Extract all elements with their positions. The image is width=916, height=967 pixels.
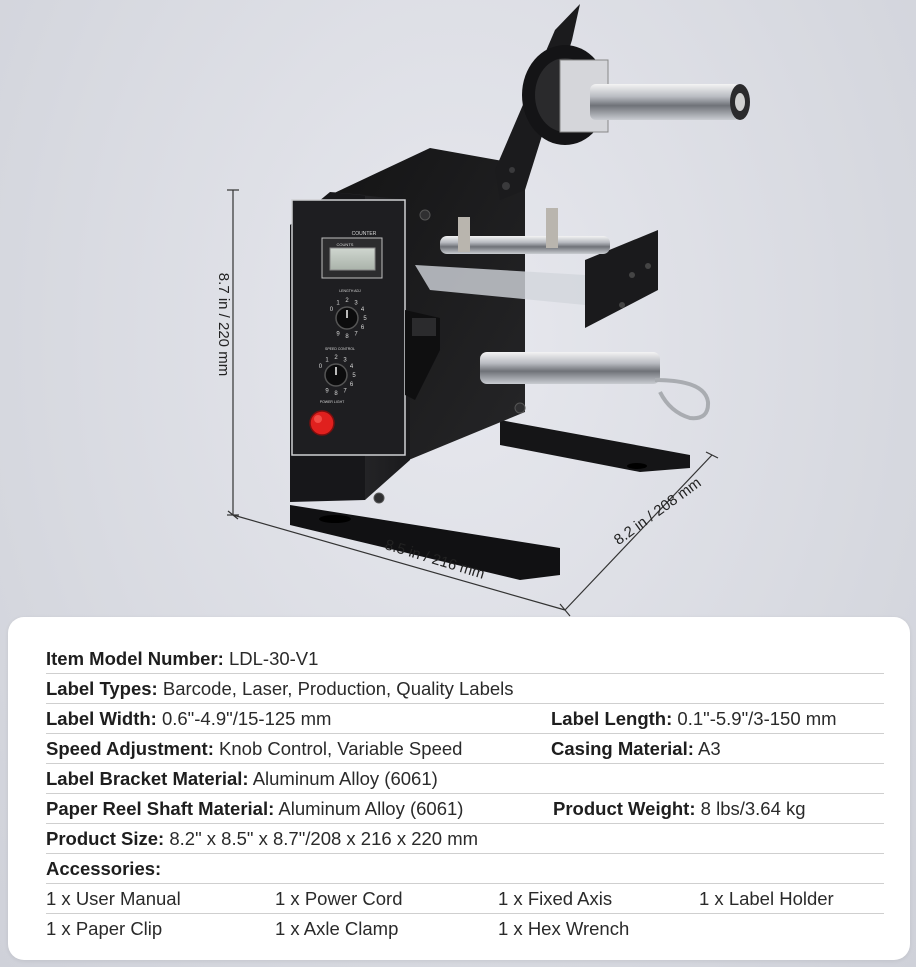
dial-number: 2 (345, 298, 349, 304)
spec-row-label-types (46, 674, 884, 704)
rewind-roller (480, 352, 660, 384)
spec-row-label-width-length (46, 704, 884, 734)
spec-key: Label Width: (46, 708, 157, 729)
spec-key: Speed Adjustment: (46, 738, 214, 759)
dial-number: 7 (343, 388, 347, 395)
dial-number: 8 (334, 391, 338, 397)
spec-row-product-size (46, 824, 884, 854)
height-dimension-label: 8.7 in / 220 mm (215, 272, 233, 377)
spec-key: Casing Material: (551, 738, 694, 759)
accessory-item: 1 x Hex Wrench (498, 918, 630, 939)
spec-value: Aluminum Alloy (6061) (252, 768, 438, 789)
spec-value: 8 lbs/3.64 kg (700, 798, 806, 819)
spec-key: Item Model Number: (46, 648, 224, 669)
dial-number: 3 (354, 300, 358, 307)
dial-number: 6 (349, 382, 354, 388)
accessories-heading: Accessories: (46, 858, 162, 879)
spec-value: Knob Control, Variable Speed (219, 738, 463, 759)
dial-number: 4 (360, 307, 365, 313)
counter-label: COUNTER (351, 231, 377, 237)
dial-number: 5 (363, 316, 367, 322)
spec-row-bracket-material (46, 764, 884, 794)
accessory-item: 1 x Paper Clip (46, 918, 163, 939)
accessory-item: 1 x User Manual (46, 888, 181, 909)
spec-key: Product Size: (46, 828, 165, 849)
spec-key: Label Types: (46, 678, 158, 699)
dial-number: 1 (336, 300, 340, 307)
dial-number: 8 (345, 334, 349, 340)
speed-control-label: SPEED CONTROL (325, 347, 355, 351)
accessory-item: 1 x Power Cord (275, 888, 403, 909)
dial-number: 9 (325, 388, 329, 395)
spec-key: Product Weight: (553, 798, 696, 819)
spec-value: Barcode, Laser, Production, Quality Labels (162, 678, 514, 699)
power-light-label: POWER LIGHT (319, 400, 345, 404)
spec-row-model (46, 644, 884, 674)
depth-dimension-label: 8.2 in / 208 mm (610, 474, 705, 549)
dial-number: 5 (352, 373, 356, 379)
spec-key: Paper Reel Shaft Material: (46, 798, 275, 819)
accessory-item: 1 x Axle Clamp (275, 918, 399, 939)
dial-number: 0 (329, 307, 334, 313)
accessory-item: 1 x Label Holder (699, 888, 834, 909)
dial-number: 9 (336, 331, 340, 338)
spec-row-shaft-weight (46, 794, 884, 824)
dial-number: 3 (343, 357, 347, 364)
dial-number: 2 (334, 355, 338, 361)
spec-value: 0.6"-4.9"/15-125 mm (161, 708, 332, 729)
dial-number: 4 (349, 364, 354, 370)
spec-value: Aluminum Alloy (6061) (278, 798, 464, 819)
spec-value: 8.2" x 8.5" x 8.7"/208 x 216 x 220 mm (169, 828, 479, 849)
accessories-row-2 (46, 914, 884, 944)
dial-number: 6 (360, 325, 365, 331)
spec-key: Label Length: (551, 708, 673, 729)
spec-value: 0.1"-5.9"/3-150 mm (677, 708, 837, 729)
length-dimension-label: 8.5 in / 216 mm (382, 536, 487, 583)
power-button (310, 411, 334, 435)
accessories-row-1 (46, 884, 884, 914)
spec-card (8, 617, 910, 960)
spec-row-speed-casing (46, 734, 884, 764)
accessory-item: 1 x Fixed Axis (498, 888, 613, 909)
length-adj-label: LENGTH ADJ (339, 289, 361, 293)
dial-number: 1 (325, 357, 329, 364)
spec-row-accessories-heading (46, 854, 884, 884)
dial-number: 7 (354, 331, 358, 338)
dial-number: 0 (318, 364, 323, 370)
spec-value: LDL-30-V1 (228, 648, 319, 669)
reel-shaft (590, 84, 740, 120)
spec-key: Label Bracket Material: (46, 768, 249, 789)
spec-value: A3 (698, 738, 721, 759)
counts-label: COUNTS (336, 242, 354, 247)
